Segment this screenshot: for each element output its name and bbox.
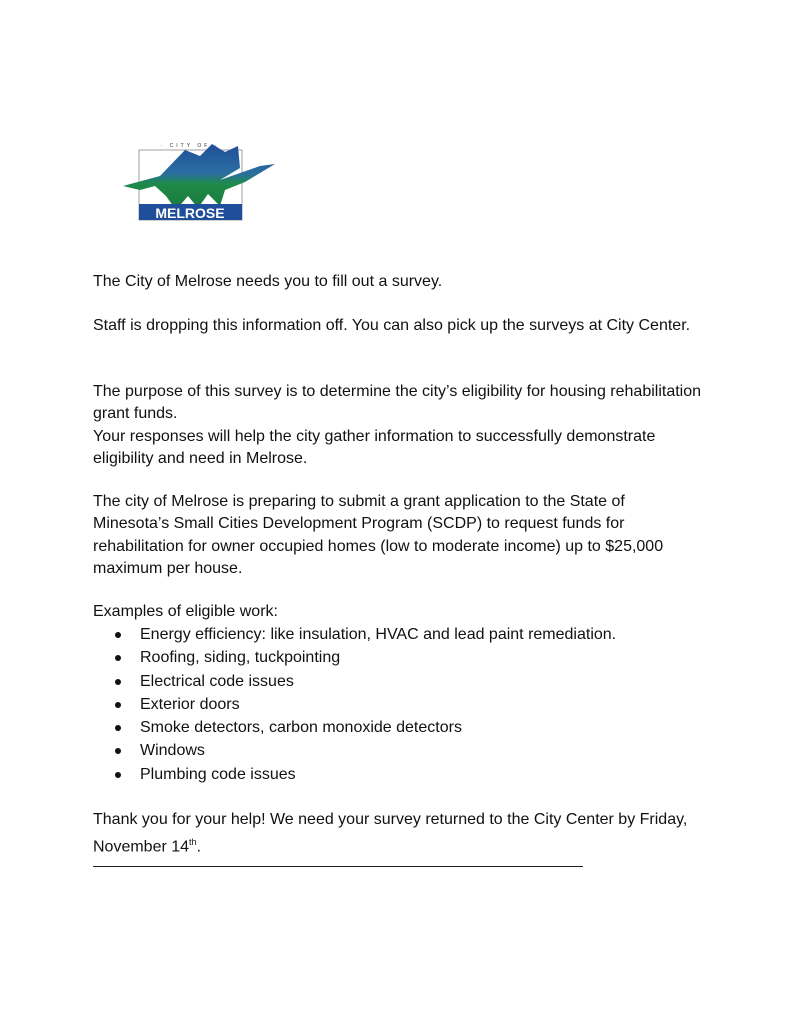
list-item: Smoke detectors, carbon monoxide detectors <box>93 717 616 740</box>
svg-text:· CITY OF ·: · CITY OF · <box>160 143 220 149</box>
intro-text: The City of Melrose needs you to fill out a survey. <box>93 273 443 290</box>
staff-text: Staff is dropping this information off. You can also pick up the surveys at City Center. <box>93 317 691 334</box>
list-item: Exterior doors <box>93 694 616 717</box>
svg-text:MELROSE: MELROSE <box>155 205 225 221</box>
list-item: Windows <box>93 740 616 763</box>
examples-heading: Examples of eligible work: <box>93 603 278 620</box>
list-item: Roofing, siding, tuckpointing <box>93 647 616 670</box>
list-item: Electrical code issues <box>93 671 616 694</box>
list-item: Energy efficiency: like insulation, HVAC and lead paint remediation. <box>93 624 616 647</box>
closing-text: Thank you for your help! We need your survey returned to the City Center by Friday, November 14th. <box>93 811 688 856</box>
eligible-work-list <box>93 624 616 787</box>
list-item: Plumbing code issues <box>93 764 616 787</box>
signature-line <box>93 866 583 867</box>
city-of-melrose-logo <box>120 138 280 224</box>
responses-text: Your responses will help the city gather information to successfully demonstrate eligibility and need in Melrose. <box>93 428 656 468</box>
purpose-text: The purpose of this survey is to determine the city’s eligibility for housing rehabilitation grant funds. <box>93 383 702 423</box>
grant-text: The city of Melrose is preparing to submit a grant application to the State of Minesota’s Small Cities Development Program (SCDP) to request funds for rehabilitation for owner occupied homes (low to moderate income) up to $25,000 maximum per house. <box>93 493 664 578</box>
